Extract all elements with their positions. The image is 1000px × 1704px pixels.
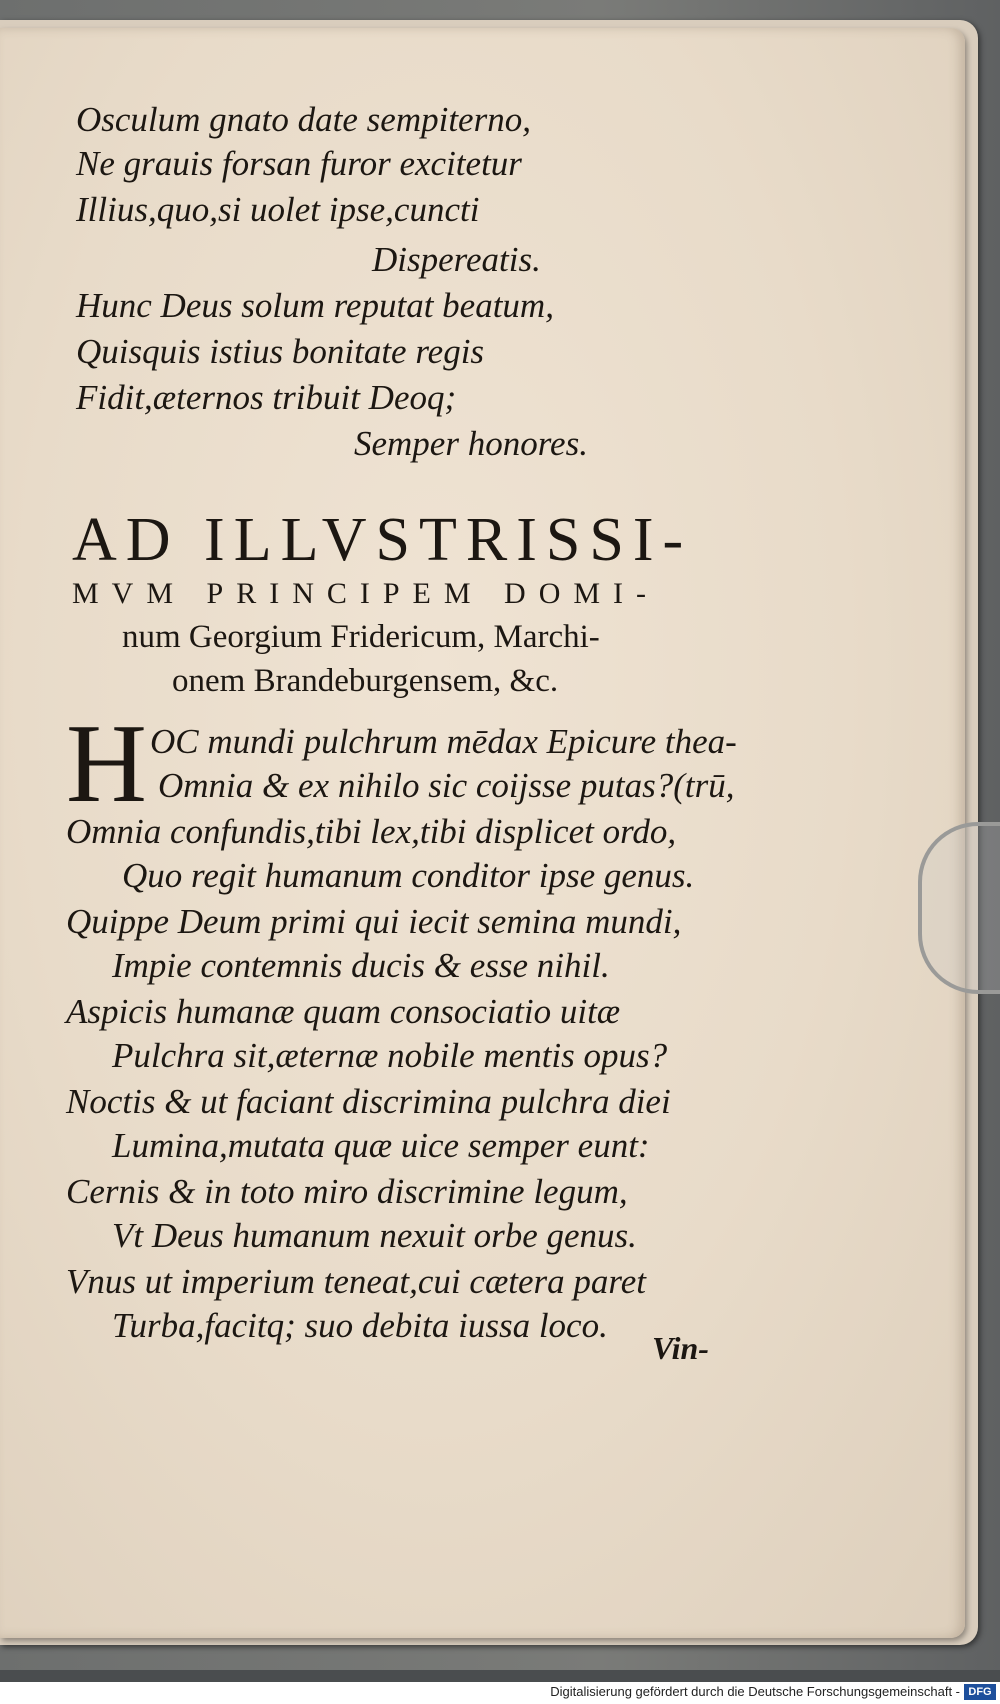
heading-line-1: AD ILLVSTRISSI-: [72, 506, 693, 574]
poem-line: Impie contemnis ducis & esse nihil.: [112, 946, 610, 985]
stanza-line: Ne grauis forsan furor excitetur: [76, 144, 522, 183]
poem-line: Vt Deus humanum nexuit orbe genus.: [112, 1216, 637, 1255]
drop-cap: H: [66, 702, 147, 826]
heading-line-3: num Georgium Fridericum, Marchi-: [122, 619, 600, 655]
poem-line: Pulchra sit,æternæ nobile mentis opus?: [112, 1036, 668, 1075]
dfg-logo: DFG: [964, 1684, 996, 1700]
stanza-line: Osculum gnato date sempiterno,: [76, 100, 531, 139]
poem-line: Aspicis humanæ quam consociatio uitæ: [66, 992, 621, 1031]
poem-line: Quippe Deum primi qui iecit semina mundi,: [66, 902, 682, 941]
poem-line: OC mundi pulchrum mēdax Epicure thea-: [150, 722, 737, 761]
catchword: Vin-: [652, 1330, 709, 1366]
footer-credit: Digitalisierung gefördert durch die Deutsche Forschungsgemeinschaft -: [550, 1684, 960, 1699]
poem-line: Lumina,mutata quæ uice semper eunt:: [112, 1126, 650, 1165]
poem-line: Quo regit humanum conditor ipse genus.: [122, 856, 695, 895]
stanza-line: Hunc Deus solum reputat beatum,: [76, 286, 554, 325]
poem-line: Cernis & in toto miro discrimine legum,: [66, 1172, 628, 1211]
poem-line: Turba,facitq; suo debita iussa loco.: [112, 1306, 608, 1345]
stanza-line: Semper honores.: [354, 424, 588, 463]
stanza-line: Fidit,æternos tribuit Deoq;: [76, 378, 457, 417]
poem-line: Omnia & ex nihilo sic coijsse putas?(trū,: [158, 766, 735, 805]
digitization-footer: [0, 1682, 1000, 1704]
heading-line-2: MVM PRINCIPEM DOMI-: [72, 577, 660, 610]
stanza-line: Quisquis istius bonitate regis: [76, 332, 485, 371]
stanza-line: Illius,quo,si uolet ipse,cuncti: [76, 190, 480, 229]
stanza-line: Dispereatis.: [372, 240, 541, 279]
poem-line: Vnus ut imperium teneat,cui cætera paret: [66, 1262, 646, 1301]
poem-line: Noctis & ut faciant discrimina pulchra diei: [66, 1082, 671, 1121]
poem-line: Omnia confundis,tibi lex,tibi displicet ordo,: [66, 812, 677, 851]
heading-line-4: onem Brandeburgensem, &c.: [172, 663, 559, 699]
